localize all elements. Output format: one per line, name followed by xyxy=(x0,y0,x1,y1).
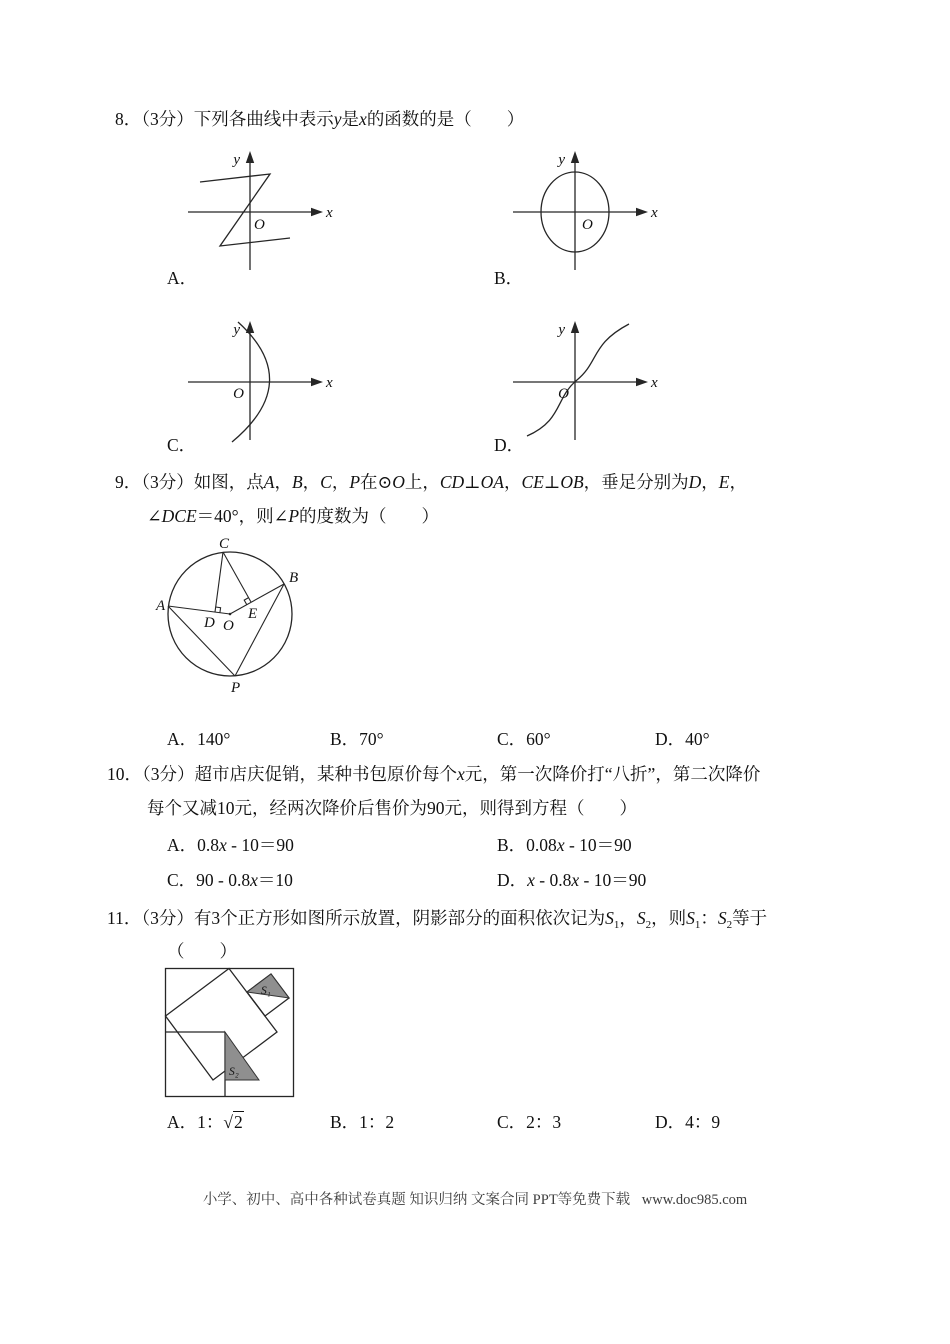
x-axis-arrow xyxy=(636,378,648,386)
point-label-b: B xyxy=(289,570,299,586)
y-axis-label: y xyxy=(233,322,240,338)
q9-option-b: B．70° xyxy=(330,729,384,749)
point-label-d: D xyxy=(204,615,215,631)
point-label-p: P xyxy=(231,680,241,696)
q10-option-a: A．0.8x - 10＝90 xyxy=(167,835,294,855)
q11-option-a: A．1：√2 xyxy=(167,1112,243,1132)
footer-text: 小学、初中、高中各种试卷真题 知识归纳 文案合同 PPT等免费下载 xyxy=(202,1192,631,1208)
zigzag-curve xyxy=(200,174,290,246)
y-axis-arrow xyxy=(571,151,579,163)
q8-graph-b xyxy=(505,148,665,276)
q11-line-2: （ ） xyxy=(167,941,237,961)
y-axis-arrow xyxy=(571,321,579,333)
q11-line-1: 11．（3分）有3个正方形如图所示放置，阴影部分的面积依次记为$S_1$，$S_2$，则$S_1$：$S_2$等于 xyxy=(107,908,768,931)
cubic-curve xyxy=(527,324,629,436)
q9-circle-figure xyxy=(155,536,320,704)
q10-option-c: C．90 - 0.8x＝10 xyxy=(167,870,293,890)
page-footer xyxy=(0,1188,950,1209)
q8-label-b: B． xyxy=(494,268,524,288)
q8-label-c: C． xyxy=(167,435,197,455)
point-label-a: A xyxy=(156,598,166,614)
origin-label: O xyxy=(582,217,593,233)
q9-line-2: ∠DCE＝40°，则∠P的度数为（ ） xyxy=(147,506,440,526)
q10-option-b: B．0.08x - 10＝90 xyxy=(497,835,632,855)
q8-stem: 8．（3分）下列各曲线中表示y是x的函数的是（ ） xyxy=(115,109,525,129)
origin-label: O xyxy=(233,386,244,402)
segment-cd xyxy=(215,552,223,612)
point-label-o: O xyxy=(223,618,234,634)
s1-label: S₁ xyxy=(261,985,271,997)
q10-option-d: D．x - 0.8x - 10＝90 xyxy=(497,870,647,890)
q8-graph-c xyxy=(180,318,340,446)
q8-graph-d xyxy=(505,318,665,446)
q10-line-1: 10．（3分）超市店庆促销，某种书包原价每个x元，第一次降价打“八折”，第二次降价 xyxy=(107,764,761,784)
y-axis-label: y xyxy=(558,152,565,168)
q9-line-1: 9．（3分）如图，点A，B，C，P在⊙O上，CD⊥OA，CE⊥OB，垂足分别为D，E， xyxy=(115,472,747,492)
q8-label-a: A． xyxy=(167,268,198,288)
center-dot xyxy=(229,613,232,616)
q9-option-d: D．40° xyxy=(655,729,710,749)
x-axis-arrow xyxy=(311,208,323,216)
origin-label: O xyxy=(558,386,569,402)
s2-label: S₂ xyxy=(229,1066,239,1078)
y-axis-label: y xyxy=(558,322,565,338)
segment-ce xyxy=(223,552,251,602)
point-label-c: C xyxy=(219,536,230,552)
q8-label-d: D． xyxy=(494,435,525,455)
q10-line-2: 每个又减10元，经两次降价后售价为90元，则得到方程（ ） xyxy=(147,798,637,818)
x-axis-label: x xyxy=(326,205,333,221)
chord-ap xyxy=(168,606,235,676)
q11-option-b: B．1：2 xyxy=(330,1112,395,1132)
x-axis-arrow xyxy=(311,378,323,386)
y-axis-label: y xyxy=(233,152,240,168)
x-axis-label: x xyxy=(651,375,658,391)
point-label-e: E xyxy=(248,606,258,622)
y-axis-arrow xyxy=(246,151,254,163)
x-axis-arrow xyxy=(636,208,648,216)
footer-url[interactable]: www.doc985.com xyxy=(641,1192,748,1208)
q9-option-c: C．60° xyxy=(497,729,551,749)
q9-option-a: A．140° xyxy=(167,729,231,749)
origin-label: O xyxy=(254,217,265,233)
q8-graph-a xyxy=(180,148,340,276)
q11-squares-figure xyxy=(163,966,298,1102)
x-axis-label: x xyxy=(651,205,658,221)
q11-option-c: C．2：3 xyxy=(497,1112,562,1132)
x-axis-label: x xyxy=(326,375,333,391)
q11-option-d: D．4：9 xyxy=(655,1112,721,1132)
